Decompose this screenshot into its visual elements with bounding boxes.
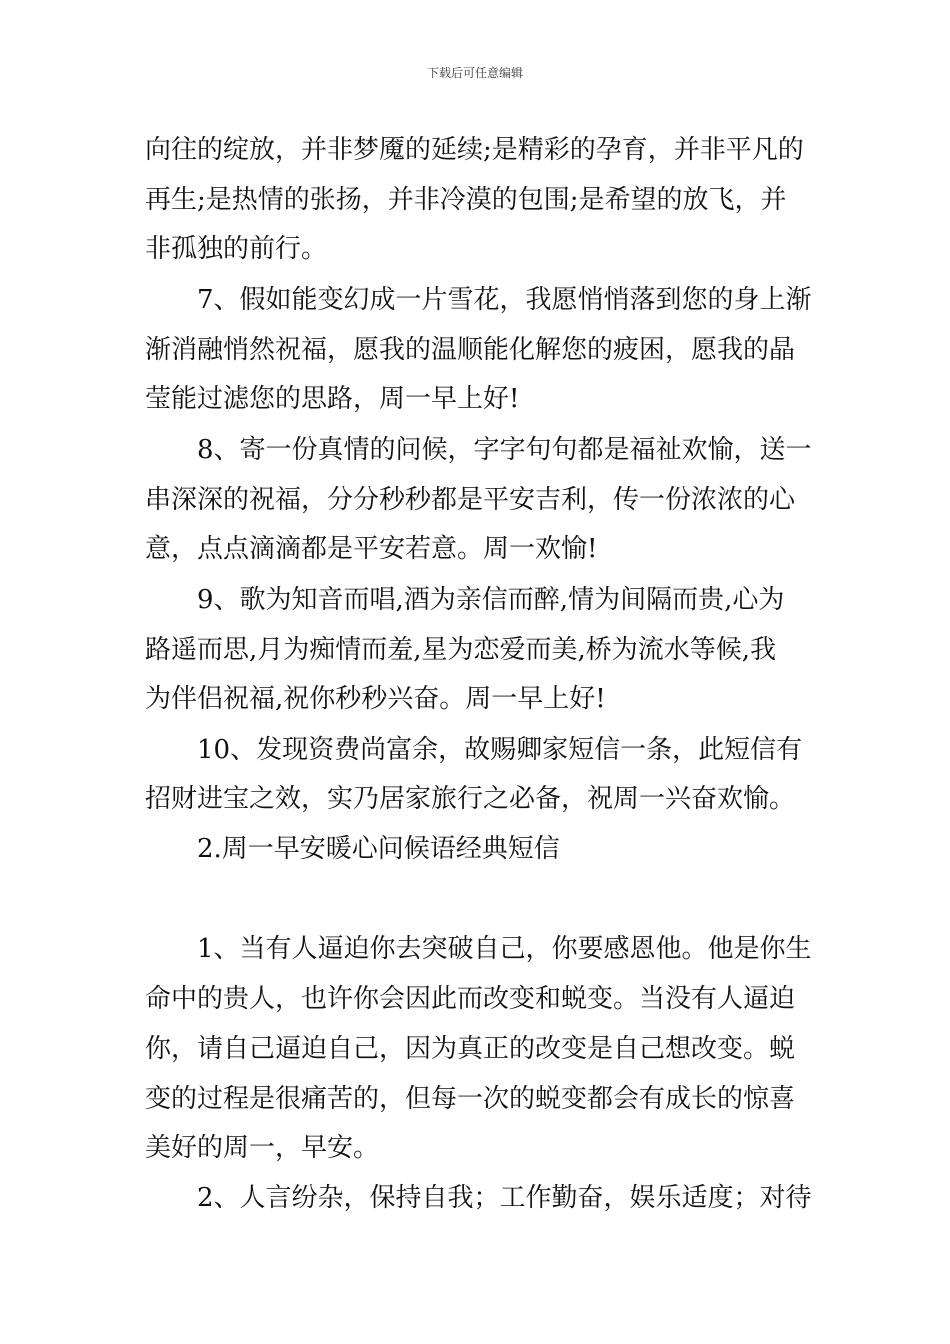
page-header: 下载后可任意编辑 [426, 66, 523, 80]
text-line: 渐消融悄然祝福，愿我的温顺能化解您的疲困，愿我的晶 [145, 335, 796, 365]
text-line: 意，点点滴滴都是平安若意。周一欢愉! [145, 534, 598, 564]
text-line: 招财进宝之效，实乃居家旅行之必备，祝周一兴奋欢愉。 [145, 784, 796, 814]
text-line: 你，请自己逼迫自己，因为真正的改变是自己想改变。蜕 [145, 1034, 796, 1064]
paragraph-1-start: 1、当有人逼迫你去突破自己，你要感恩他。他是你生 [197, 934, 812, 964]
paragraph-2-start: 2、人言纷杂，保持自我；工作勤奋，娱乐适度；对待 [197, 1183, 812, 1213]
paragraph-9-start: 9、歌为知音而唱,酒为亲信而醉,情为间隔而贵,心为 [197, 585, 785, 615]
text-line: 为伴侣祝福,祝你秒秒兴奋。周一早上好! [145, 684, 606, 714]
text-line: 莹能过滤您的思路，周一早上好! [145, 384, 520, 414]
paragraph-8-start: 8、寄一份真情的问候，字字句句都是福祉欢愉，送一 [197, 435, 812, 465]
paragraph-10-start: 10、发现资费尚富余，故赐卿家短信一条，此短信有 [197, 735, 803, 765]
paragraph-7-start: 7、假如能变幻成一片雪花，我愿悄悄落到您的身上渐 [197, 285, 812, 315]
text-line: 变的过程是很痛苦的，但每一次的蜕变都会有成长的惊喜 [145, 1084, 796, 1114]
text-line: 向往的绽放，并非梦魇的延续;是精彩的孕育，并非平凡的 [145, 135, 804, 165]
section-heading: 2.周一早安暖心问候语经典短信 [197, 834, 560, 864]
text-line: 再生;是热情的张扬，并非冷漠的包围;是希望的放飞，并 [145, 185, 787, 215]
text-line: 串深深的祝福，分分秒秒都是平安吉利，传一份浓浓的心 [145, 485, 796, 515]
text-line: 路遥而思,月为痴情而羞,星为恋爱而美,桥为流水等候,我 [145, 635, 777, 665]
text-line: 美好的周一，早安。 [145, 1133, 380, 1163]
text-line: 非孤独的前行。 [145, 234, 328, 264]
text-line: 命中的贵人，也许你会因此而改变和蜕变。当没有人逼迫 [145, 984, 796, 1014]
